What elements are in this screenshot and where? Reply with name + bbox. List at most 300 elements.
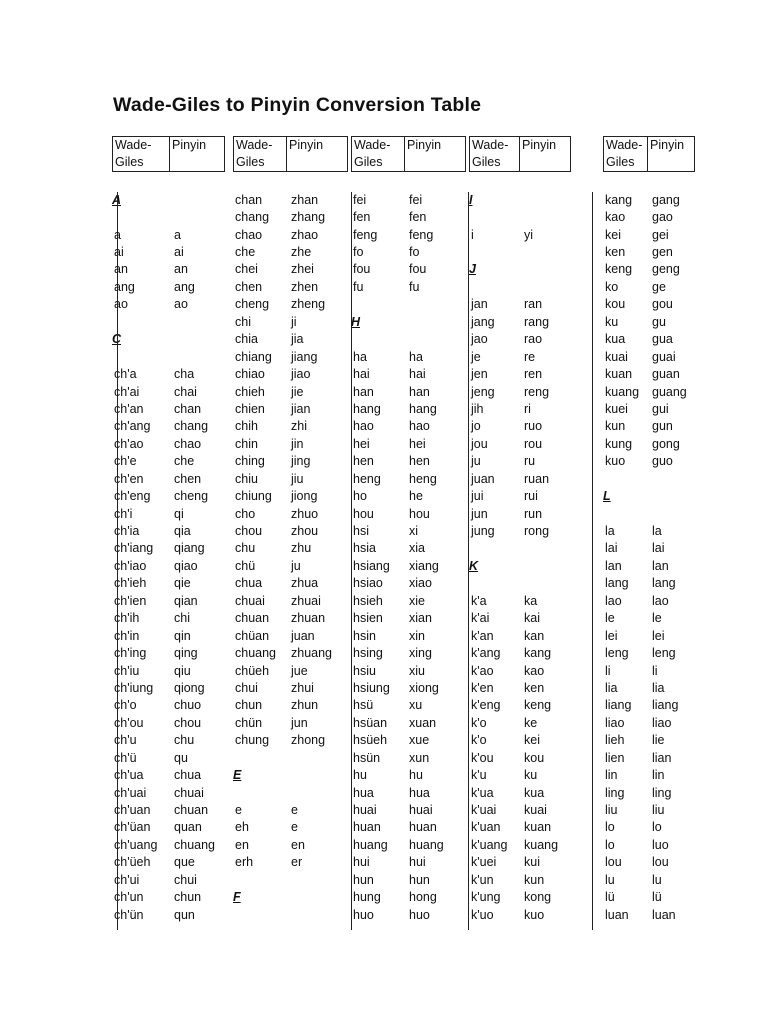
spacer-row: [112, 208, 215, 225]
wade-giles-cell: ch'ün: [114, 907, 144, 922]
wade-giles-cell: ko: [605, 279, 619, 294]
wade-giles-cell: huan: [353, 820, 381, 835]
pinyin-cell: er: [291, 855, 303, 870]
wade-giles-cell: hsiao: [353, 576, 383, 591]
wade-giles-cell: chao: [235, 227, 263, 242]
table-row: [351, 505, 444, 522]
table-row: [351, 261, 444, 278]
pinyin-cell: xiao: [409, 576, 432, 591]
pinyin-cell: jian: [291, 401, 311, 416]
table-row: [112, 226, 215, 243]
wade-giles-cell: k'ung: [471, 890, 501, 905]
table-row: [603, 191, 687, 208]
pinyin-cell: leng: [652, 646, 676, 661]
table-row: [233, 679, 332, 696]
wade-giles-cell: chen: [235, 279, 263, 294]
wade-giles-header-line2: Giles: [606, 155, 635, 169]
spacer-row: [603, 470, 687, 487]
pinyin-cell: lan: [652, 558, 669, 573]
wade-giles-cell: ch'ao: [114, 436, 144, 451]
table-row: [112, 627, 215, 644]
pinyin-cell: zhe: [291, 245, 312, 260]
wade-giles-cell: k'ang: [471, 646, 501, 661]
wade-giles-cell: k'un: [471, 872, 494, 887]
table-row: [469, 453, 558, 470]
pinyin-cell: chang: [174, 419, 209, 434]
table-row: [233, 400, 332, 417]
table-row: [112, 575, 215, 592]
table-row: [351, 278, 444, 295]
wade-giles-cell: jen: [471, 367, 488, 382]
wade-giles-cell: huai: [353, 803, 377, 818]
pinyin-cell: huang: [409, 837, 444, 852]
table-row: [603, 644, 687, 661]
wade-giles-cell: ch'ou: [114, 715, 144, 730]
pinyin-cell: fen: [409, 210, 427, 225]
pinyin-cell: fou: [409, 262, 427, 277]
pinyin-cell: chai: [174, 384, 197, 399]
pinyin-cell: qi: [174, 506, 184, 521]
wade-giles-cell: eh: [235, 820, 249, 835]
table-row: [112, 278, 215, 295]
pinyin-cell: huan: [409, 820, 437, 835]
table-row: [112, 243, 215, 260]
pinyin-cell: kai: [524, 611, 540, 626]
table-row: [469, 766, 558, 783]
table-row: [351, 871, 444, 888]
table-row: [603, 610, 687, 627]
pinyin-cell: la: [652, 524, 662, 539]
pinyin-cell: ken: [524, 680, 545, 695]
wade-giles-cell: a: [114, 227, 121, 242]
pinyin-cell: le: [652, 611, 662, 626]
pinyin-cell: ang: [174, 279, 195, 294]
pinyin-cell: hun: [409, 872, 430, 887]
table-row: [603, 400, 687, 417]
pinyin-cell: qu: [174, 750, 188, 765]
table-row: [233, 697, 332, 714]
wade-giles-cell: ho: [353, 489, 367, 504]
section-letter-row: [351, 313, 444, 330]
table-row: [603, 348, 687, 365]
table-row: [469, 610, 558, 627]
wade-giles-cell: kuei: [605, 401, 628, 416]
table-row: [351, 557, 444, 574]
wade-giles-cell: erh: [235, 855, 254, 870]
table-row: [112, 662, 215, 679]
table-row: [351, 697, 444, 714]
page-title: Wade-Giles to Pinyin Conversion Table: [113, 94, 482, 116]
pinyin-cell: kua: [524, 785, 545, 800]
table-row: [233, 522, 332, 539]
pinyin-cell: zhua: [291, 576, 319, 591]
pinyin-cell: chan: [174, 401, 202, 416]
table-row: [603, 889, 687, 906]
table-row: [603, 278, 687, 295]
wade-giles-cell: hua: [353, 785, 374, 800]
table-row: [351, 522, 444, 539]
table-row: [603, 766, 687, 783]
pinyin-cell: ha: [409, 349, 423, 364]
pinyin-cell: kuan: [524, 820, 552, 835]
section-letter: A: [112, 192, 122, 207]
wade-giles-cell: lou: [605, 855, 622, 870]
wade-giles-cell: heng: [353, 471, 381, 486]
table-row: [351, 714, 444, 731]
pinyin-cell: gen: [652, 245, 673, 260]
table-row: [469, 435, 558, 452]
pinyin-cell: feng: [409, 227, 434, 242]
entry-list: [469, 191, 558, 923]
wade-giles-cell: hsia: [353, 541, 376, 556]
pinyin-cell: hui: [409, 855, 426, 870]
section-letter: K: [469, 558, 479, 573]
table-row: [233, 487, 332, 504]
wade-giles-header-line1: Wade-: [472, 138, 509, 152]
wade-giles-cell: fou: [353, 262, 371, 277]
wade-giles-cell: keng: [605, 262, 633, 277]
wade-giles-cell: chun: [235, 698, 263, 713]
table-row: [351, 819, 444, 836]
pinyin-cell: en: [291, 837, 305, 852]
pinyin-cell: he: [409, 489, 423, 504]
wade-giles-cell: chü: [235, 558, 256, 573]
wade-giles-cell: ch'ai: [114, 384, 140, 399]
wade-giles-cell: k'uei: [471, 855, 497, 870]
table-row: [351, 889, 444, 906]
spacer-row: [603, 505, 687, 522]
table-row: [469, 505, 558, 522]
pinyin-cell: guai: [652, 349, 676, 364]
wade-giles-cell: lo: [605, 837, 615, 852]
wade-giles-cell: hsiang: [353, 558, 390, 573]
pinyin-cell: quan: [174, 820, 202, 835]
table-row: [351, 592, 444, 609]
pinyin-cell: qia: [174, 524, 191, 539]
pinyin-cell: zhang: [291, 210, 326, 225]
wade-giles-cell: liu: [605, 803, 618, 818]
wade-giles-cell: lia: [605, 680, 618, 695]
wade-giles-cell: jeng: [471, 384, 495, 399]
pinyin-cell: zhei: [291, 262, 314, 277]
pinyin-cell: xue: [409, 733, 430, 748]
table-row: [112, 592, 215, 609]
wade-giles-cell: k'uai: [471, 803, 497, 818]
section-letter: J: [469, 262, 476, 277]
wade-giles-cell: k'ai: [471, 611, 490, 626]
section-letter: F: [233, 890, 241, 905]
spacer-row: [351, 331, 444, 348]
table-row: [603, 557, 687, 574]
wade-giles-cell: k'a: [471, 593, 487, 608]
table-row: [112, 261, 215, 278]
wade-giles-cell: la: [605, 524, 615, 539]
wade-giles-cell: ch'u: [114, 733, 137, 748]
table-row: [233, 557, 332, 574]
pinyin-cell: ao: [174, 297, 188, 312]
table-row: [351, 226, 444, 243]
wade-giles-cell: hsiung: [353, 680, 390, 695]
pinyin-cell: rong: [524, 524, 550, 539]
pinyin-cell: liao: [652, 715, 672, 730]
wade-giles-cell: ku: [605, 314, 619, 329]
wade-giles-cell: cheng: [235, 297, 270, 312]
wade-giles-cell: ch'un: [114, 890, 144, 905]
table-row: [469, 697, 558, 714]
wade-giles-cell: hsin: [353, 628, 376, 643]
wade-giles-header: [352, 137, 405, 171]
table-row: [603, 365, 687, 382]
table-row: [112, 610, 215, 627]
wade-giles-cell: hao: [353, 419, 374, 434]
table-row: [112, 383, 215, 400]
pinyin-cell: xia: [409, 541, 425, 556]
table-row: [351, 784, 444, 801]
table-row: [469, 906, 558, 923]
wade-giles-cell: ch'üeh: [114, 855, 151, 870]
wade-giles-cell: liao: [605, 715, 625, 730]
wade-giles-cell: ch'ü: [114, 750, 137, 765]
pinyin-cell: rui: [524, 489, 538, 504]
wade-giles-cell: leng: [605, 646, 629, 661]
pinyin-cell: liang: [652, 698, 679, 713]
pinyin-cell: xie: [409, 593, 425, 608]
pinyin-cell: gou: [652, 297, 673, 312]
wade-giles-cell: ch'ia: [114, 524, 140, 539]
pinyin-cell: re: [524, 349, 536, 364]
pinyin-cell: chuang: [174, 837, 216, 852]
wade-giles-cell: ch'i: [114, 506, 133, 521]
table-block: [469, 136, 571, 922]
wade-giles-cell: chuang: [235, 646, 277, 661]
table-row: [351, 400, 444, 417]
table-row: [351, 766, 444, 783]
pinyin-cell: gui: [652, 401, 669, 416]
wade-giles-header: [604, 137, 648, 171]
pinyin-cell: jiao: [291, 367, 311, 382]
table-row: [112, 296, 215, 313]
pinyin-cell: qian: [174, 593, 198, 608]
wade-giles-header-line2: Giles: [236, 155, 265, 169]
wade-giles-cell: fo: [353, 245, 364, 260]
wade-giles-cell: hsien: [353, 611, 383, 626]
pinyin-cell: que: [174, 855, 195, 870]
wade-giles-cell: k'u: [471, 768, 487, 783]
pinyin-cell: jiu: [291, 471, 304, 486]
column-divider: [592, 192, 593, 930]
pinyin-cell: cha: [174, 367, 195, 382]
column-header: [603, 136, 695, 172]
wade-giles-cell: k'uan: [471, 820, 501, 835]
pinyin-cell: zhuai: [291, 593, 321, 608]
pinyin-cell: guo: [652, 454, 673, 469]
table-row: [112, 453, 215, 470]
table-row: [603, 418, 687, 435]
pinyin-cell: lang: [652, 576, 676, 591]
wade-giles-header-line1: Wade-: [354, 138, 391, 152]
wade-giles-cell: hei: [353, 436, 370, 451]
wade-giles-cell: chiao: [235, 367, 265, 382]
wade-giles-cell: ch'üan: [114, 820, 151, 835]
pinyin-header: Pinyin: [289, 138, 324, 152]
table-row: [233, 418, 332, 435]
pinyin-cell: gu: [652, 314, 666, 329]
wade-giles-cell: ch'o: [114, 698, 137, 713]
column-header: [112, 136, 225, 172]
section-letter: H: [351, 314, 361, 329]
pinyin-cell: kao: [524, 663, 545, 678]
pinyin-cell: xing: [409, 646, 432, 661]
wade-giles-cell: e: [235, 803, 242, 818]
pinyin-cell: luo: [652, 837, 669, 852]
table-row: [112, 540, 215, 557]
table-row: [603, 296, 687, 313]
wade-giles-cell: k'ua: [471, 785, 494, 800]
entry-list: [233, 191, 332, 923]
pinyin-header: Pinyin: [522, 138, 557, 152]
pinyin-cell: zhi: [291, 419, 307, 434]
table-row: [351, 348, 444, 365]
wade-giles-cell: ling: [605, 785, 625, 800]
wade-giles-cell: ch'ih: [114, 611, 140, 626]
table-row: [112, 784, 215, 801]
pinyin-cell: chou: [174, 715, 202, 730]
table-row: [469, 644, 558, 661]
table-row: [603, 784, 687, 801]
pinyin-cell: e: [291, 820, 298, 835]
wade-giles-cell: liang: [605, 698, 632, 713]
spacer-row: [112, 313, 215, 330]
pinyin-cell: zhun: [291, 698, 319, 713]
spacer-row: [112, 348, 215, 365]
table-row: [603, 854, 687, 871]
wade-giles-header-line1: Wade-: [236, 138, 273, 152]
wade-giles-cell: chin: [235, 436, 258, 451]
table-row: [112, 906, 215, 923]
pinyin-cell: liu: [652, 803, 665, 818]
wade-giles-cell: k'eng: [471, 698, 501, 713]
wade-giles-cell: lang: [605, 576, 629, 591]
wade-giles-cell: fei: [353, 192, 367, 207]
pinyin-cell: lin: [652, 768, 665, 783]
section-letter-row: [469, 557, 558, 574]
table-row: [112, 679, 215, 696]
wade-giles-cell: kuan: [605, 367, 633, 382]
pinyin-cell: hai: [409, 367, 426, 382]
table-row: [233, 662, 332, 679]
pinyin-cell: ge: [652, 279, 666, 294]
table-row: [351, 749, 444, 766]
table-row: [351, 383, 444, 400]
wade-giles-cell: an: [114, 262, 128, 277]
pinyin-cell: ling: [652, 785, 672, 800]
spacer-row: [469, 278, 558, 295]
wade-giles-cell: luan: [605, 907, 629, 922]
table-row: [351, 191, 444, 208]
wade-giles-cell: chiu: [235, 471, 258, 486]
table-row: [112, 400, 215, 417]
pinyin-cell: xiu: [409, 663, 425, 678]
table-row: [112, 470, 215, 487]
wade-giles-cell: ching: [235, 454, 265, 469]
wade-giles-cell: jung: [471, 524, 495, 539]
spacer-row: [469, 208, 558, 225]
pinyin-cell: chua: [174, 768, 202, 783]
pinyin-cell: kan: [524, 628, 545, 643]
section-letter-row: [233, 889, 332, 906]
pinyin-cell: qun: [174, 907, 195, 922]
pinyin-cell: chu: [174, 733, 195, 748]
pinyin-cell: jiang: [291, 349, 318, 364]
table-row: [112, 889, 215, 906]
wade-giles-cell: ch'uan: [114, 803, 151, 818]
wade-giles-header-line2: Giles: [472, 155, 501, 169]
table-row: [112, 418, 215, 435]
pinyin-cell: yi: [524, 227, 534, 242]
wade-giles-cell: chieh: [235, 384, 265, 399]
table-row: [351, 453, 444, 470]
wade-giles-cell: chuan: [235, 611, 270, 626]
wade-giles-header: [234, 137, 287, 171]
pinyin-cell: hang: [409, 401, 437, 416]
wade-giles-cell: ch'iu: [114, 663, 140, 678]
pinyin-cell: chuo: [174, 698, 202, 713]
pinyin-cell: huo: [409, 907, 430, 922]
table-row: [603, 313, 687, 330]
wade-giles-header-line1: Wade-: [115, 138, 152, 152]
pinyin-cell: gua: [652, 332, 673, 347]
table-row: [603, 383, 687, 400]
pinyin-cell: kui: [524, 855, 540, 870]
table-row: [351, 575, 444, 592]
section-letter: C: [112, 332, 122, 347]
column-header: [351, 136, 466, 172]
spacer-row: [233, 749, 332, 766]
pinyin-cell: chao: [174, 436, 202, 451]
wade-giles-cell: k'uang: [471, 837, 508, 852]
pinyin-cell: cheng: [174, 489, 209, 504]
table-row: [469, 331, 558, 348]
wade-giles-cell: lai: [605, 541, 618, 556]
pinyin-cell: kong: [524, 890, 552, 905]
wade-giles-cell: chung: [235, 733, 270, 748]
table-row: [112, 732, 215, 749]
pinyin-cell: e: [291, 803, 298, 818]
table-row: [469, 383, 558, 400]
wade-giles-cell: hai: [353, 367, 370, 382]
pinyin-cell: chui: [174, 872, 197, 887]
pinyin-cell: ju: [291, 558, 301, 573]
section-letter-row: [233, 766, 332, 783]
pinyin-cell: gei: [652, 227, 669, 242]
pinyin-cell: ruan: [524, 471, 550, 486]
table-row: [351, 906, 444, 923]
pinyin-cell: ri: [524, 401, 531, 416]
wade-giles-cell: chou: [235, 524, 263, 539]
wade-giles-cell: fen: [353, 210, 371, 225]
wade-giles-cell: lan: [605, 558, 622, 573]
spacer-row: [469, 575, 558, 592]
wade-giles-cell: je: [471, 349, 481, 364]
pinyin-cell: gang: [652, 192, 680, 207]
wade-giles-cell: ch'a: [114, 367, 137, 382]
pinyin-cell: kuai: [524, 803, 547, 818]
wade-giles-cell: ch'ui: [114, 872, 140, 887]
wade-giles-cell: kuai: [605, 349, 628, 364]
pinyin-cell: a: [174, 227, 181, 242]
pinyin-cell: lei: [652, 628, 665, 643]
pinyin-cell: zhu: [291, 541, 312, 556]
